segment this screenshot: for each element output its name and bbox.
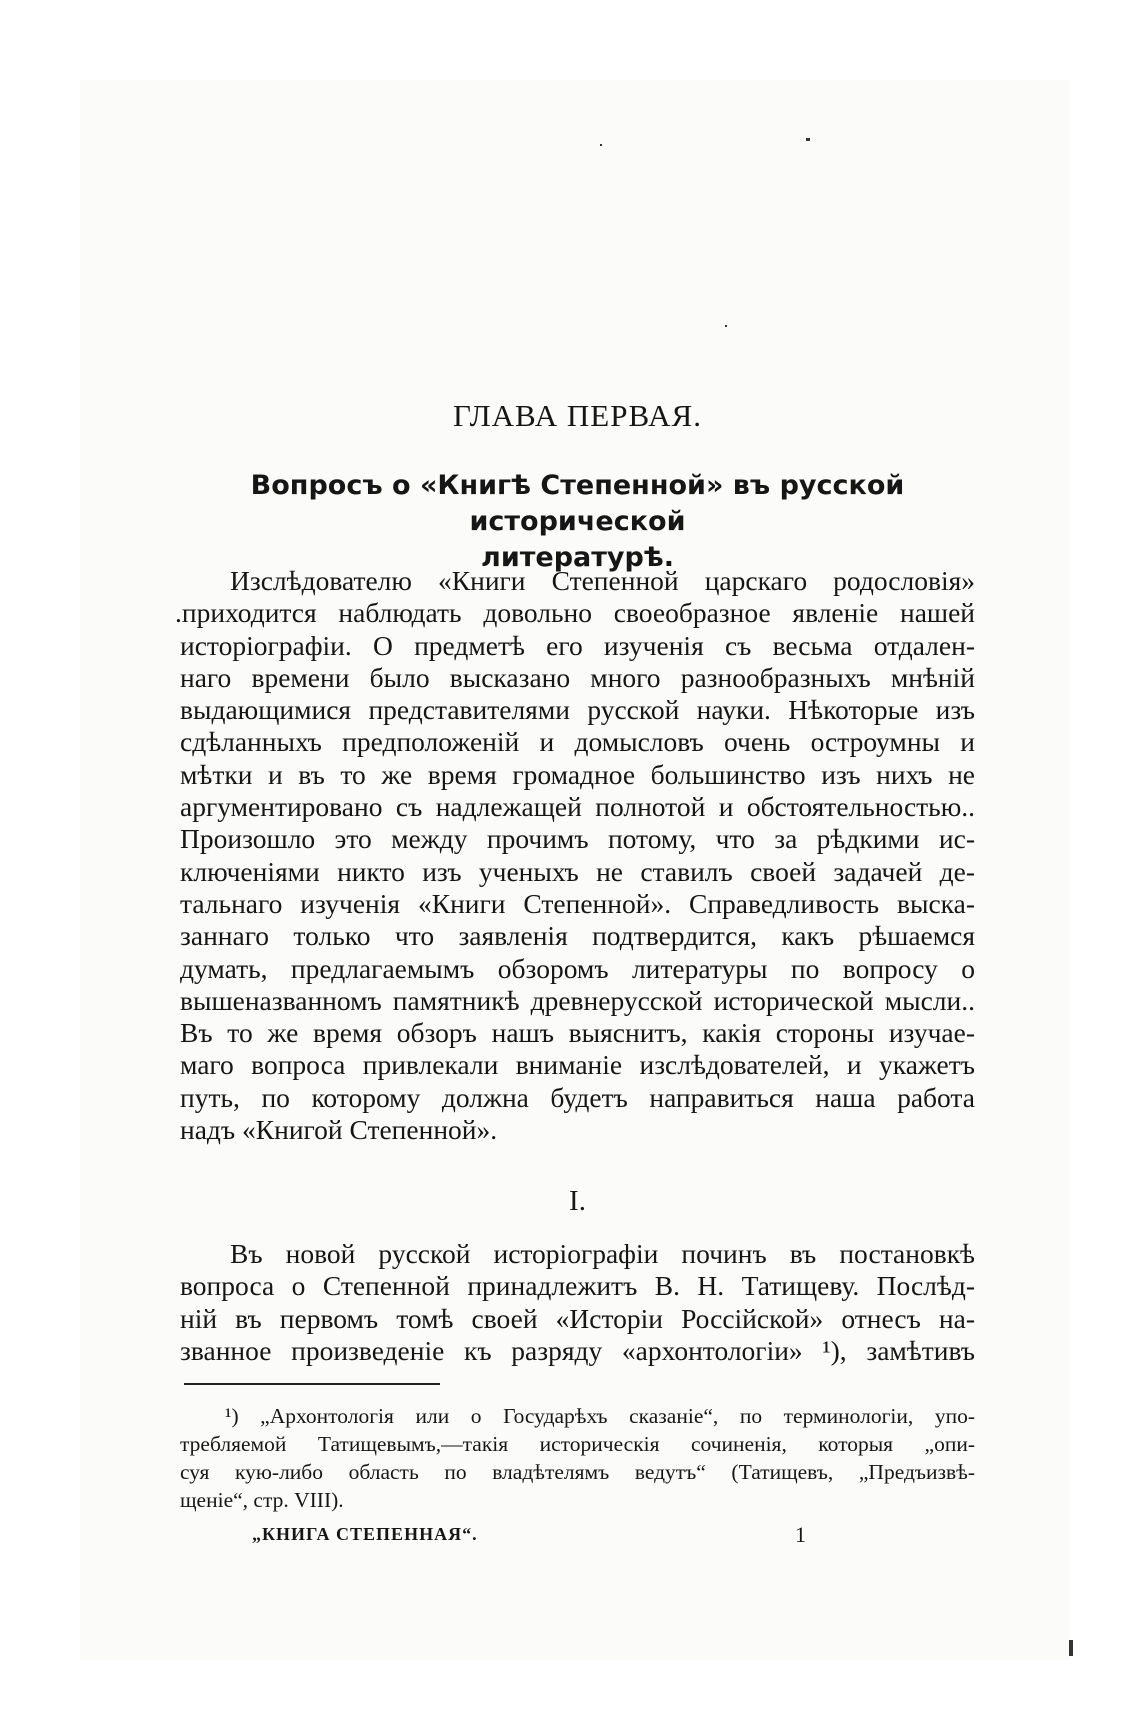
footnote-line: требляемой Татищевымъ,—такія историческія сочиненія, которыя „опи-	[180, 1432, 975, 1456]
paragraph-section-one	[180, 1238, 975, 1367]
text-line: сдѣланныхъ предположеній и домысловъ очень остроумны и	[180, 726, 975, 758]
text-line: Изслѣдователю «Книги Степенной царскаго родословія»	[230, 565, 975, 596]
text-line: наго времени было высказано много разнообразныхъ мнѣній	[180, 661, 975, 693]
footnote-rule	[184, 1383, 440, 1385]
text-line: путь, по которому должна будетъ направиться наша работа	[180, 1081, 975, 1113]
text-line: Въ новой русской исторіографіи починъ въ постановкѣ	[230, 1238, 975, 1269]
text-line: заннаго только что заявленія подтвердится, какъ рѣшаемся	[180, 920, 975, 952]
footnote	[180, 1402, 975, 1514]
scan-speck	[1069, 1640, 1073, 1656]
text-line: Въ то же время обзоръ нашъ выяснитъ, какія стороны изучае-	[180, 1017, 975, 1049]
text-line: думать, предлагаемымъ обзоромъ литературы по вопросу о	[180, 952, 975, 984]
printer-signature: „КНИГА СТЕПЕННАЯ“.	[252, 1524, 478, 1544]
page-number: 1	[795, 1522, 807, 1547]
text-line: вопроса о Степенной принадлежитъ В. Н. Татищеву. Послѣд-	[180, 1270, 975, 1302]
chapter-title-line: литературѣ.	[481, 542, 674, 573]
text-line: ній въ первомъ томѣ своей «Исторіи Россійской» отнесъ на-	[180, 1302, 975, 1334]
footnote-line: ¹) „Архонтологія или о Государѣхъ сказаніе“, по терминологіи, упо-	[225, 1404, 975, 1428]
footnote-line: суя кую-либо область по владѣтелямъ ведутъ“ (Татищевъ, „Предъизвѣ-	[180, 1460, 975, 1484]
section-number: I.	[569, 1185, 586, 1217]
text-line: .приходится наблюдать довольно своеобразное явленіе нашей	[175, 597, 975, 629]
scan-speck	[600, 144, 602, 146]
text-line: надъ «Книгой Степенной».	[180, 1114, 498, 1146]
text-line: маго вопроса привлекали вниманіе изслѣдователей, и укажетъ	[180, 1049, 975, 1081]
scan-speck	[806, 138, 810, 141]
chapter-title	[180, 468, 975, 576]
text-line: мѣтки и въ то же время громадное большинство изъ нихъ не	[180, 758, 975, 790]
text-line: вышеназванномъ памятникѣ древнерусской исторической мысли..	[180, 984, 975, 1016]
footnote-line: щеніе“, стр. VIII).	[180, 1488, 344, 1512]
scan-speck	[725, 325, 727, 327]
text-line: Произошло это между прочимъ потому, что за рѣдкими ис-	[180, 823, 975, 855]
text-line: аргументировано съ надлежащей полнотой и обстоятельностью..	[180, 791, 975, 823]
text-line: исторіографіи. О предметѣ его изученія съ весьма отдален-	[180, 629, 975, 661]
chapter-heading: ГЛАВА ПЕРВАЯ.	[453, 398, 702, 433]
chapter-title-line: Вопросъ о «Книгѣ Степенной» въ русской исторической	[250, 470, 905, 537]
text-line: выдающимися представителями русской науки. Нѣкоторые изъ	[180, 694, 975, 726]
text-line: ключеніями никто изъ ученыхъ не ставилъ своей задачей де-	[180, 855, 975, 887]
paragraph-introduction	[175, 565, 975, 1146]
text-line: званное произведеніе къ разряду «архонтологіи» ¹), замѣтивъ	[180, 1334, 975, 1366]
text-line: тальнаго изученія «Книги Степенной». Справедливость выска-	[180, 887, 975, 919]
